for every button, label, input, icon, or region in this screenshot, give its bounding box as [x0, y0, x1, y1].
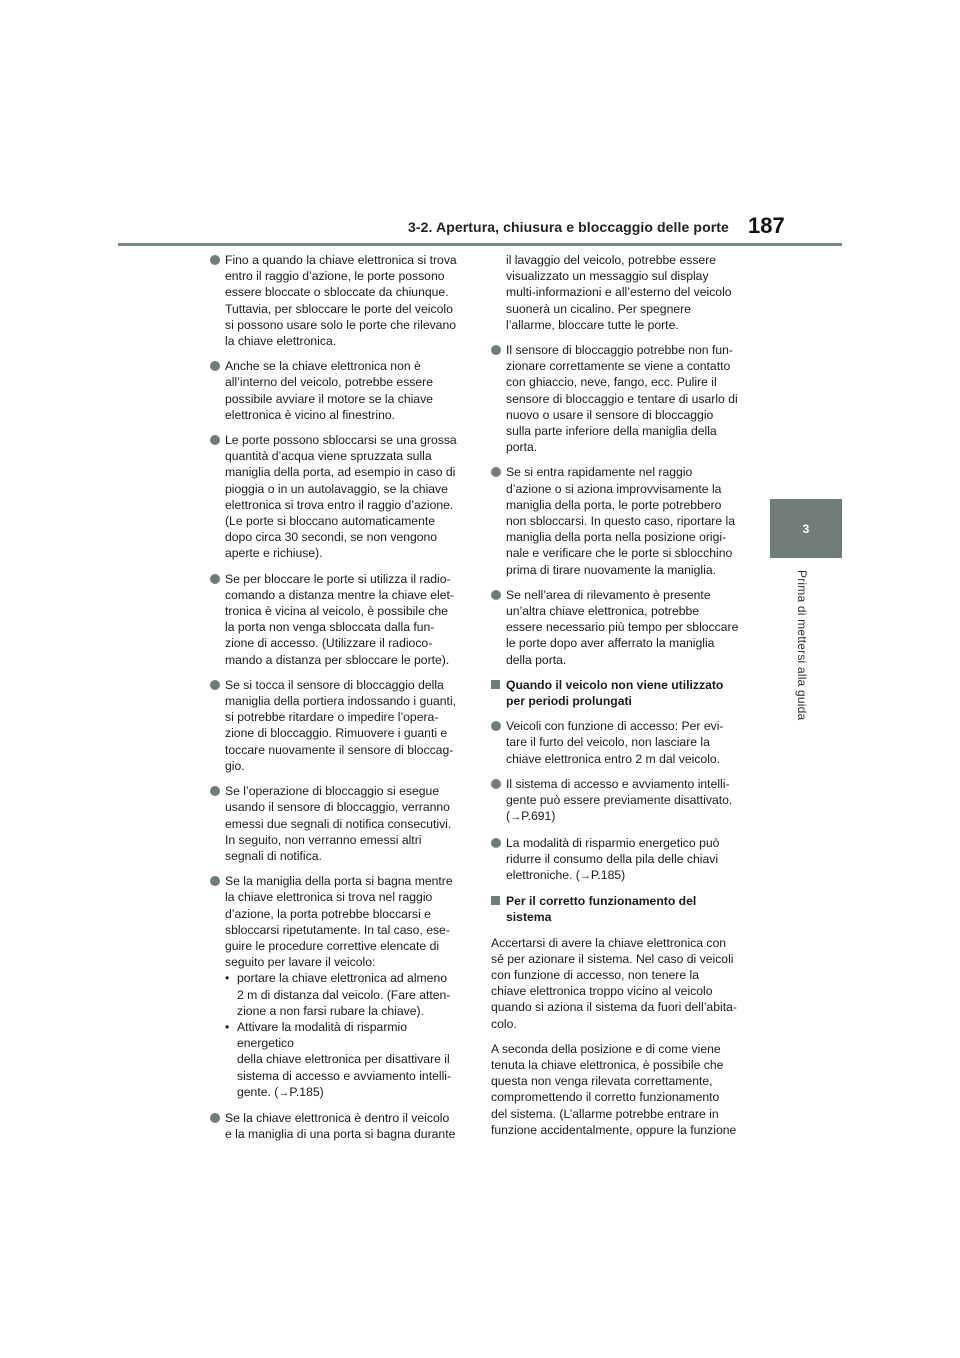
- item-text: Il sensore di bloccaggio potrebbe non fun- zionare correttamente se viene a contatto con ghiaccio, neve, fango, ecc. Pulire il sensore di bloccaggio e tentare di usarlo di nuovo o usare il sensore di bloccaggio sulla parte inferiore della maniglia della porta.: [506, 343, 738, 455]
- list-item: [491, 718, 748, 767]
- bullet-icon: [491, 838, 501, 848]
- item-text: Se la chiave elettronica è dentro il veicolo e la maniglia di una porta si bagna durante: [225, 1110, 456, 1142]
- bullet-icon: [210, 435, 220, 445]
- bullet-icon: [210, 876, 220, 886]
- square-bullet-icon: [491, 896, 500, 905]
- item-text: Il sistema di accesso e avviamento intelli- gente può essere previamente disattivato. (: [506, 776, 733, 824]
- list-item: [210, 358, 467, 423]
- bullet-icon: [491, 779, 501, 789]
- list-item: [210, 677, 467, 774]
- item-text: Veicoli con funzione di accesso: Per evi- tare il furto del veicolo, non lasciare la chiave elettronica entro 2 m dal veicolo.: [506, 719, 724, 766]
- bullet-icon: [491, 721, 501, 731]
- sub-bullet: •: [225, 1019, 230, 1034]
- list-item: [491, 342, 748, 455]
- sub-item: [225, 970, 467, 1019]
- list-item: [210, 783, 467, 864]
- bullet-icon: [491, 590, 501, 600]
- bullet-icon: [210, 574, 220, 584]
- sub-item-text: Attivare la modalità di risparmio energetico della chiave elettronica per disattivare il sistema di accesso e avviamento intelli- gente. (: [237, 1019, 452, 1099]
- list-item: [210, 432, 467, 562]
- section-heading: [491, 893, 748, 925]
- right-column: [491, 252, 748, 1147]
- list-item: [210, 1110, 467, 1142]
- page-reference-link[interactable]: P.185): [289, 1084, 324, 1099]
- header-divider: [118, 243, 842, 246]
- sub-item: [225, 1019, 467, 1101]
- item-text: Se nell’area di rilevamento è presente un’altra chiave elettronica, potrebbe essere necessario più tempo per sbloccare le porte dopo aver afferrato la maniglia della porta.: [506, 587, 739, 667]
- bullet-icon: [491, 345, 501, 355]
- sub-item-text: portare la chiave elettronica ad almeno 2 m di distanza dal veicolo. (Fare atten- zione a non farsi rubare la chiave).: [237, 971, 451, 1018]
- heading-text: Quando il veicolo non viene utilizzato per periodi prolungati: [506, 677, 724, 709]
- list-item: [491, 587, 748, 668]
- chapter-tab[interactable]: [770, 499, 842, 558]
- page-reference-link[interactable]: P.691): [521, 809, 556, 824]
- bullet-icon: [210, 361, 220, 371]
- xref-arrow-icon: →: [278, 1086, 290, 1099]
- left-column: [210, 252, 467, 1151]
- list-item: [491, 835, 748, 885]
- item-text: Se l’operazione di bloccaggio si esegue usando il sensore di bloccaggio, verranno emessi due segnali di notifica consecutivi. In seguito, non verranno emessi altri segnali di notifica.: [225, 784, 452, 863]
- item-text: Se si entra rapidamente nel raggio d’azione o si aziona improvvisamente la maniglia della porta, le porte potrebbero non sbloccarsi. In questo caso, riportare la maniglia della porta nella posizione origi- nale e verificare che le porte si sblocchino prima di tirare nuovamente la maniglia.: [506, 465, 735, 577]
- item-text: Anche se la chiave elettronica non è all’interno del veicolo, potrebbe essere possibile avviare il motore se la chiave elettronica è vicino al finestrino.: [225, 359, 433, 422]
- item-text: Se si tocca il sensore di bloccaggio della maniglia della portiera indossando i guanti, si potrebbe ritardare o impedire l’opera- zione di bloccaggio. Rimuovere i guanti e toccare nuovamente il sensore di bloccag- gio.: [225, 677, 457, 773]
- bullet-icon: [210, 1113, 220, 1123]
- list-item: [210, 571, 467, 668]
- list-item: [491, 776, 748, 826]
- sub-bullet: •: [225, 971, 230, 986]
- list-item: [491, 464, 748, 577]
- bullet-icon: [491, 467, 501, 477]
- item-text: La modalità di risparmio energetico può ridurre il consumo della pila delle chiavi elettroniche. (: [506, 835, 720, 882]
- list-item: [210, 252, 467, 349]
- section-heading: [491, 677, 748, 709]
- xref-arrow-icon: →: [579, 869, 591, 882]
- item-text: il lavaggio del veicolo, potrebbe essere visualizzato un messaggio sul display multi-informazioni e all’esterno del veicolo suonerà un cicalino. Per spegnere l’allarme, bloccare tutte le porte.: [506, 253, 732, 332]
- chapter-title: Prima di mettersi alla guida: [795, 570, 809, 721]
- bullet-icon: [210, 255, 220, 265]
- item-text: Se per bloccare le porte si utilizza il radio- comando a distanza mentre la chiave elet- tronica è vicina al veicolo, è possibile che la porta non venga sbloccata dalla fun- zione di accesso. (Utilizzare il radioco- mando a distanza per sbloccare le porte).: [225, 571, 454, 667]
- square-bullet-icon: [491, 680, 500, 689]
- page-reference-link[interactable]: P.185): [590, 867, 626, 882]
- paragraph: A seconda della posizione e di come viene tenuta la chiave elettronica, è possibile che questa non venga rilevata correttamente, compromettendo il corretto funzionamento del sistema. (L’allarme potrebbe entrare in funzione accidentalmente, oppure la funzione: [491, 1041, 737, 1137]
- chapter-number: 3: [802, 521, 810, 536]
- item-text: Se la maniglia della porta si bagna mentre la chiave elettronica si trova nel raggio d’azione, la porta potrebbe bloccarsi e sbloccarsi ripetutamente. In tal caso, ese- guire le procedure correttive elencate di seguito per lavare il veicolo:: [225, 874, 453, 970]
- list-item: [210, 873, 467, 1101]
- bullet-icon: [210, 786, 220, 796]
- paragraph: Accertarsi di avere la chiave elettronica con sé per azionare il sistema. Nel caso di veicoli con funzione di accesso, non tenere la chiave elettronica troppo vicino al veicolo quando si aziona il sistema da fuori dell’abita- colo.: [491, 935, 737, 1031]
- item-text: Fino a quando la chiave elettronica si trova entro il raggio d’azione, le porte possono essere bloccate o sbloccate da chiunque. Tuttavia, per sbloccare le porte del veicolo si possono usare solo le porte che rilevano la chiave elettronica.: [225, 253, 457, 349]
- xref-arrow-icon: →: [510, 811, 522, 824]
- bullet-icon: [210, 680, 220, 690]
- heading-text: Per il corretto funzionamento del sistema: [506, 894, 697, 925]
- item-text: Le porte possono sbloccarsi se una grossa quantità d’acqua viene spruzzata sulla maniglia della porta, ad esempio in caso di pioggia o in un autolavaggio, se la chiave elettronica si trova entro il raggio d’azione. (Le porte si bloccano automaticamente dopo circa 30 secondi, se non vengono aperte e richiuse).: [225, 433, 457, 561]
- section-title: 3-2. Apertura, chiusura e bloccaggio delle porte: [408, 219, 729, 235]
- page-number: 187: [748, 213, 785, 238]
- list-item-continued: [491, 252, 748, 333]
